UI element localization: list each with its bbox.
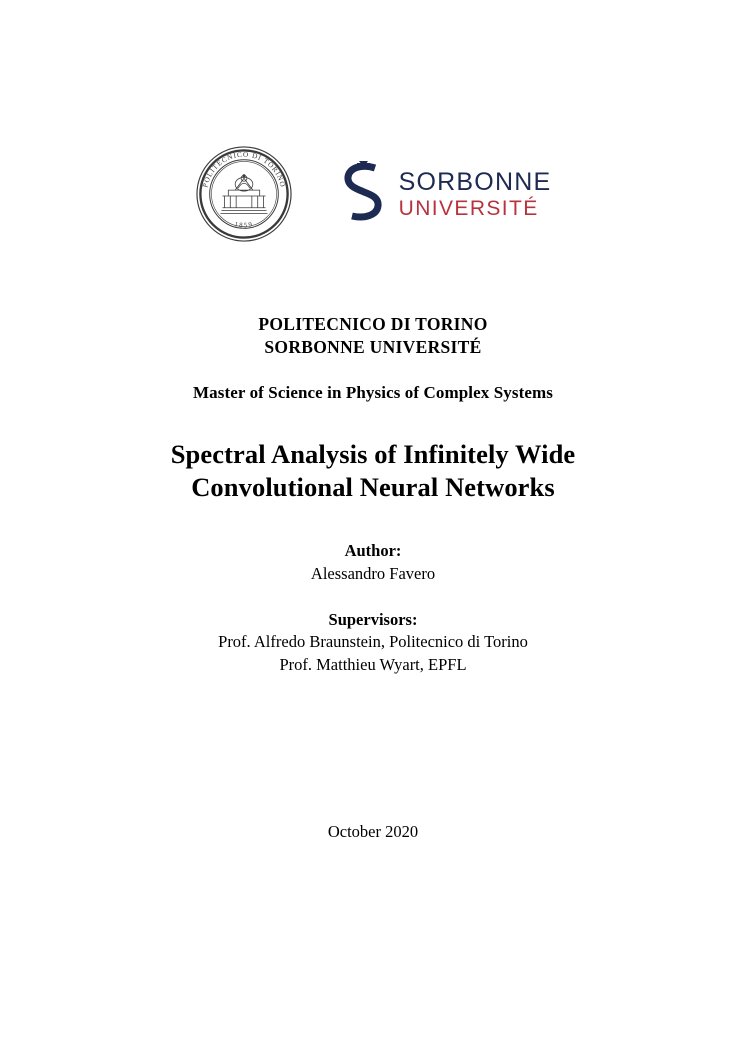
svg-text:POLITECNICO DI TORINO: POLITECNICO DI TORINO xyxy=(200,150,287,189)
sorbonne-wordmark xyxy=(398,167,552,220)
sorbonne-line-2: UNIVERSITÉ xyxy=(398,196,539,220)
author-name: Alessandro Favero xyxy=(310,564,436,583)
sorbonne-universite-logo xyxy=(337,161,552,227)
supervisors-heading: Supervisors: xyxy=(328,610,418,629)
publication-date: October 2020 xyxy=(327,822,419,841)
sorbonne-line-1: SORBONNE xyxy=(398,167,552,196)
sorbonne-s-mark-icon xyxy=(337,161,389,227)
logo-row xyxy=(0,145,746,243)
author-heading: Author: xyxy=(344,541,402,560)
title-line-2: Convolutional Neural Networks xyxy=(191,472,555,503)
supervisor-2: Prof. Matthieu Wyart, EPFL xyxy=(279,655,467,674)
institution-sorbonne: SORBONNE UNIVERSITÉ xyxy=(264,337,482,358)
institution-politecnico: POLITECNICO DI TORINO xyxy=(258,314,488,334)
supervisor-1: Prof. Alfredo Braunstein, Politecnico di Torino xyxy=(218,632,528,651)
degree-program: Master of Science in Physics of Complex Systems xyxy=(193,383,553,402)
svg-text:1859: 1859 xyxy=(233,221,254,230)
institution-names xyxy=(0,313,746,359)
title-line-1: Spectral Analysis of Infinitely Wide xyxy=(170,439,576,469)
politecnico-di-torino-seal-icon xyxy=(195,145,293,243)
page-title xyxy=(0,438,746,504)
